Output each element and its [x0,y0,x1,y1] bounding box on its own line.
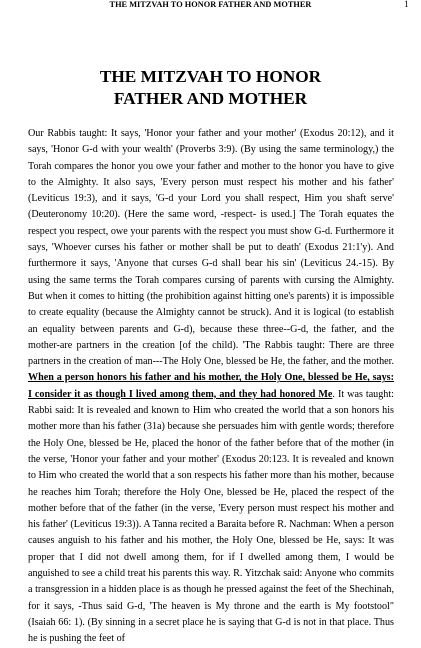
title-line-2: FATHER AND MOTHER [113,89,308,108]
running-title: THE MITZVAH TO HONOR FATHER AND MOTHER [109,0,312,9]
body-text-part-2: . It was taught: Rabbi said: It is revealed and known to Him who created the world that a son honors his mother more than his father (31a) because she persuades him with gentle words; therefore the Holy One, blessed be He, placed the honor of the father before that of the mother (in the verse, 'Honor your father and your mother' (Exodus 20:123. It is revealed and known to Him who created the world that a son respects his father more than his mother, because he reaches him Torah; therefore the Holy One, blessed be He, placed the respect of the mother before that of the father (in the verse, 'Every person must respect his mother and his father' (Leviticus 19:3)). A Tanna recited a Baraita before R. Nachman: When a person causes anguish to his father and his mother, the Holy One, blessed be He, says: It was proper that I did not dwell among them, for if I dwelled among them, I would be anguished to see a child treat his parents this way. R. Yitzchak said: Anyone who commits a transgression in a hidden place is as though he pressed against the feet of the Shechinah, for it says, -Thus said G-d, 'The heaven is My throne and the earth is My footstool" (Isaiah 66: 1). (By sinning in a secret place he is saying that G-d is not in that place. Thus he is pushing the feet of [28,388,394,645]
document-title [0,66,421,110]
title-line-1: THE MITZVAH TO HONOR [99,67,322,86]
body-paragraph [28,126,394,648]
body-text-part-1: Our Rabbis taught: It says, 'Honor your father and your mother' (Exodus 20:12), and it says, 'Honor G-d with your wealth' (Proverbs 3:9). (By using the same terminology,) the Torah compares the honor you owe your father and mother to the honor you have to give to the Almighty. It also says, 'Every person must respect his mother and his father' (Leviticus 19:3), and it says, 'G-d your Lord you shall respect, Him you shaft serve' (Deuteronomy 10:20). (Here the same word, -respect- is used.] The Torah equates the respect you respect, owe your parents with the respect you must show G-d. Furthermore it says, 'Whoever curses his father or mother shall be put to death' (Exodus 21:1'y). And furthermore it says, 'Anyone that curses G-d shall bear his sin' (Leviticus 24.-15). By using the same terms the Torah compares cursing of parents with cursing the Almighty. But when it comes to hitting (the prohibition against hitting one's parents) it is impossible to create equality (because the Almighty cannot be struck). And it is logical (to establish an equality between parents and G-d), because these three--G-d, the father, and the mother-are partners in the creation [of the child). 'The Rabbis taught: There are three partners in the creation of man---The Holy One, blessed be He, the father, and the mother. [28,128,394,368]
emphasized-passage: When a person honors his father and his mother, the Holy One, blessed be He, says: I consider it as though I lived among them, and they had honored Me [28,372,394,400]
page-number: 1 [404,0,409,9]
running-header [0,0,421,12]
